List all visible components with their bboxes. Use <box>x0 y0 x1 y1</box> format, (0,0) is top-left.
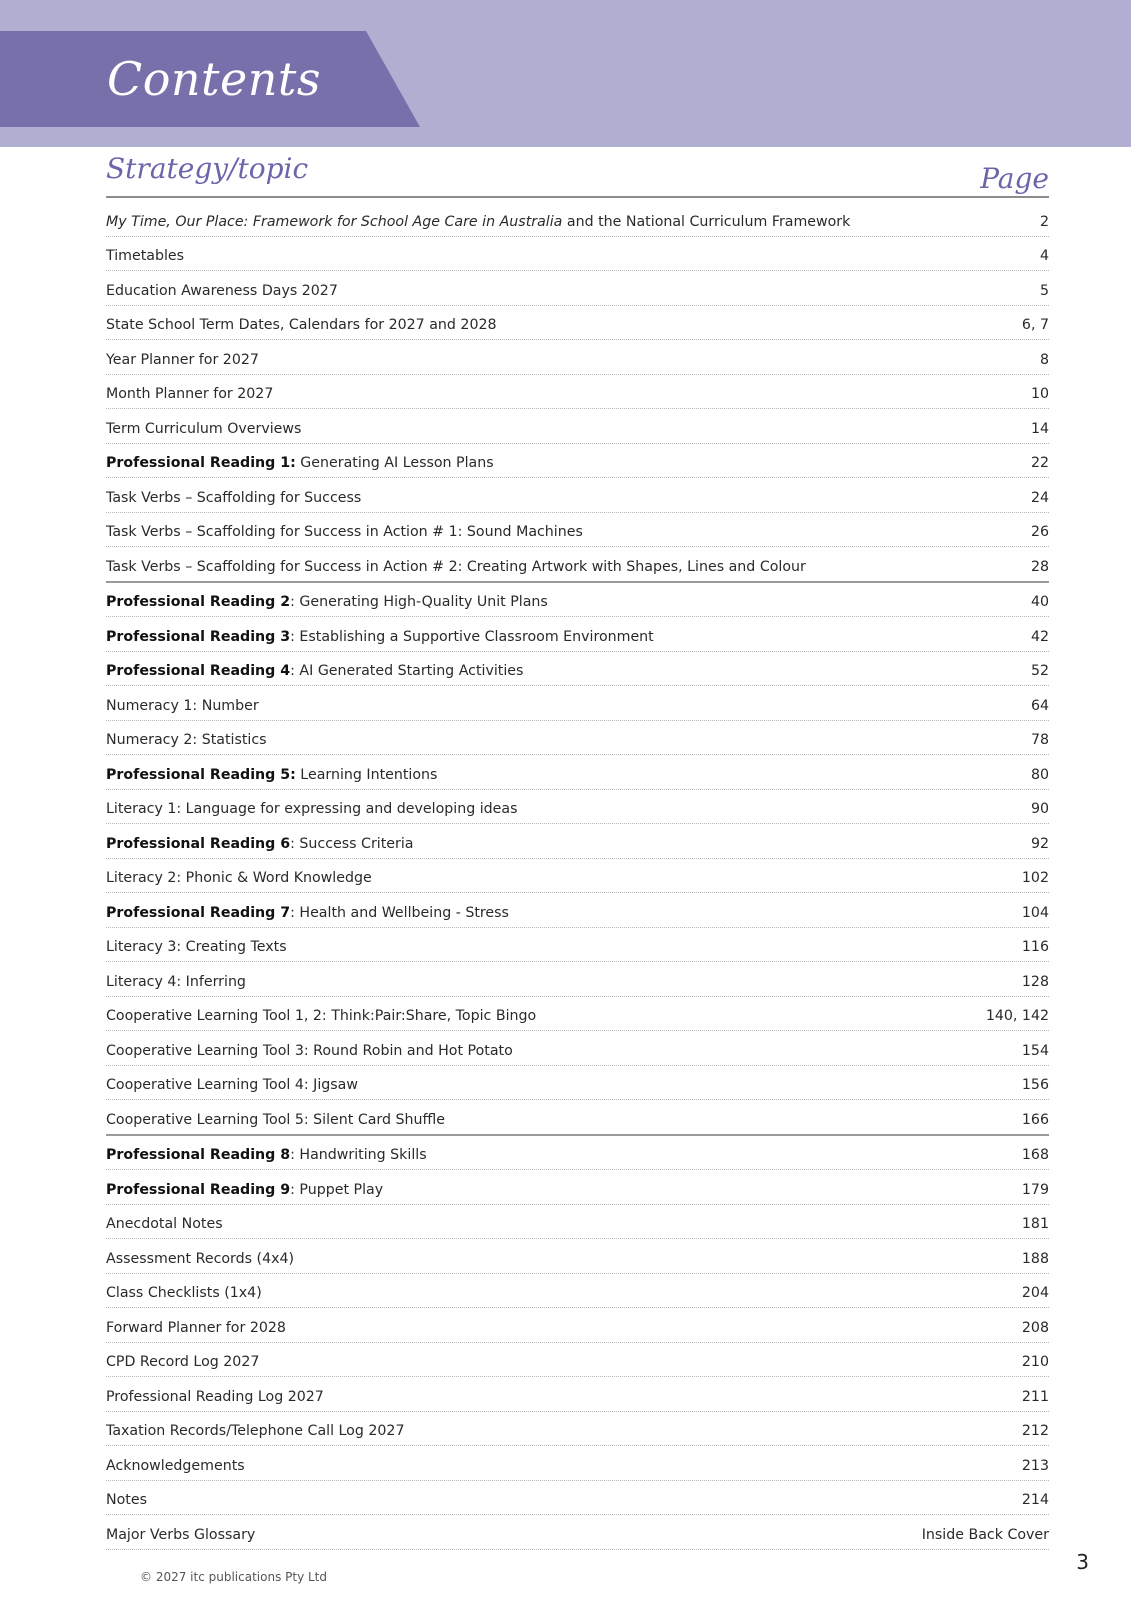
toc-entry-text: Literacy 1: Language for expressing and developing ideas <box>106 801 518 817</box>
toc-entry-italic: My Time, Our Place: Framework for School Age Care in Australia <box>106 213 563 230</box>
toc-entry-title <box>106 1251 294 1267</box>
toc-page-number: 213 <box>1021 1457 1049 1474</box>
toc-row <box>106 1031 1049 1066</box>
toc-row <box>106 1308 1049 1343</box>
toc-entry-text: Cooperative Learning Tool 5: Silent Card Shuffle <box>106 1111 445 1128</box>
toc-entry-text: Numeracy 1: Number <box>106 697 259 714</box>
contents-list <box>106 202 1049 1550</box>
toc-entry-title <box>106 905 509 921</box>
toc-entry-text: Timetables <box>106 248 185 264</box>
toc-row <box>106 340 1049 375</box>
toc-row <box>106 1446 1049 1481</box>
toc-page-number: 80 <box>1030 766 1049 783</box>
toc-entry-bold: Professional Reading 6 <box>106 835 291 852</box>
toc-page-number: 166 <box>1021 1111 1049 1128</box>
toc-entry-title <box>106 421 301 437</box>
toc-entry-title <box>106 939 287 955</box>
toc-entry-text: Notes <box>106 1492 147 1508</box>
toc-entry-text: : Handwriting Skills <box>290 1147 427 1163</box>
toc-page-number: 52 <box>1030 663 1049 679</box>
toc-row <box>106 1343 1049 1378</box>
toc-page-number: 8 <box>1039 351 1049 368</box>
toc-page-number: 179 <box>1021 1181 1049 1198</box>
page-number: 3 <box>1076 1550 1089 1574</box>
toc-row <box>106 1239 1049 1274</box>
toc-entry-title <box>106 1492 147 1508</box>
toc-page-number: 214 <box>1021 1492 1049 1508</box>
toc-entry-text: Anecdotal Notes <box>106 1216 223 1232</box>
toc-entry-text: : Puppet Play <box>290 1181 384 1198</box>
toc-row <box>106 1481 1049 1516</box>
toc-row <box>106 997 1049 1032</box>
toc-entry-text: Cooperative Learning Tool 3: Round Robin and Hot Potato <box>106 1042 513 1059</box>
toc-entry-title <box>106 352 259 368</box>
toc-entry-text: : Establishing a Supportive Classroom Environment <box>290 628 654 645</box>
toc-entry-text: Major Verbs Glossary <box>106 1526 256 1543</box>
column-header-page: Page <box>980 162 1049 195</box>
toc-entry-title <box>106 248 184 264</box>
toc-entry-text: : AI Generated Starting Activities <box>290 663 524 679</box>
toc-row <box>106 928 1049 963</box>
toc-page-number: 64 <box>1030 697 1049 714</box>
toc-entry-title <box>106 490 361 506</box>
toc-row <box>106 652 1049 687</box>
toc-entry-text: CPD Record Log 2027 <box>106 1354 260 1370</box>
toc-entry-title <box>106 559 806 575</box>
toc-row <box>106 513 1049 548</box>
toc-entry-title <box>106 524 583 540</box>
toc-row <box>106 547 1049 583</box>
toc-entry-text: Month Planner for 2027 <box>106 386 274 402</box>
toc-entry-bold: Professional Reading 2 <box>106 594 291 610</box>
toc-entry-text: : Health and Wellbeing - Stress <box>290 904 509 921</box>
toc-entry-title <box>106 1008 536 1024</box>
toc-entry-title <box>106 594 548 610</box>
toc-page-number: 181 <box>1021 1216 1049 1232</box>
toc-entry-title <box>106 1527 255 1543</box>
toc-entry-text: Cooperative Learning Tool 4: Jigsaw <box>106 1077 358 1093</box>
toc-page-number: 156 <box>1021 1077 1049 1093</box>
toc-entry-text: Literacy 4: Inferring <box>106 973 246 990</box>
toc-entry-title <box>106 698 259 714</box>
toc-row <box>106 1136 1049 1171</box>
toc-entry-text: Task Verbs – Scaffolding for Success in Action # 2: Creating Artwork with Shapes, Lines and Colour <box>106 558 806 575</box>
toc-entry-text: Cooperative Learning Tool 1, 2: Think:Pair:Share, Topic Bingo <box>106 1008 537 1024</box>
toc-entry-text: Education Awareness Days 2027 <box>106 282 338 299</box>
toc-page-number: 22 <box>1030 455 1049 471</box>
toc-page-number: 28 <box>1030 558 1049 575</box>
toc-entry-bold: Professional Reading 4 <box>106 663 291 679</box>
toc-entry-text: Task Verbs – Scaffolding for Success in Action # 1: Sound Machines <box>106 524 583 540</box>
toc-row <box>106 202 1049 237</box>
toc-row <box>106 271 1049 306</box>
toc-entry-title <box>106 974 246 990</box>
toc-page-number: Inside Back Cover <box>921 1526 1049 1543</box>
toc-entry-text: Literacy 2: Phonic & Word Knowledge <box>106 870 372 886</box>
toc-entry-title <box>106 1320 286 1336</box>
toc-row <box>106 1274 1049 1309</box>
toc-entry-bold: Professional Reading 8 <box>106 1147 291 1163</box>
page-title: Contents <box>107 52 321 106</box>
toc-entry-title <box>106 629 654 645</box>
toc-entry-title <box>106 1354 259 1370</box>
toc-entry-text: Literacy 3: Creating Texts <box>106 939 287 955</box>
toc-page-number: 154 <box>1021 1042 1049 1059</box>
toc-page-number: 140, 142 <box>985 1008 1049 1024</box>
toc-entry-text: Generating AI Lesson Plans <box>295 455 494 471</box>
toc-page-number: 102 <box>1021 870 1049 886</box>
toc-entry-text: Taxation Records/Telephone Call Log 2027 <box>106 1423 405 1439</box>
toc-entry-title <box>106 1285 262 1301</box>
toc-entry-title <box>106 1043 513 1059</box>
toc-page-number: 188 <box>1021 1250 1049 1267</box>
toc-entry-text: Term Curriculum Overviews <box>106 420 302 437</box>
toc-entry-text: Numeracy 2: Statistics <box>106 732 267 748</box>
toc-entry-title <box>106 1423 405 1439</box>
toc-entry-title <box>106 836 413 852</box>
toc-page-number: 42 <box>1030 628 1049 645</box>
toc-page-number: 4 <box>1039 248 1049 264</box>
toc-entry-text: Forward Planner for 2028 <box>106 1319 286 1336</box>
column-header-strategy: Strategy/topic <box>106 152 309 185</box>
toc-entry-text: Learning Intentions <box>295 766 438 783</box>
toc-page-number: 104 <box>1021 904 1049 921</box>
toc-entry-text: Acknowledgements <box>106 1457 245 1474</box>
header-rule <box>106 196 1049 198</box>
toc-page-number: 24 <box>1030 489 1049 506</box>
toc-entry-text: and the National Curriculum Framework <box>562 213 851 230</box>
toc-entry-text: Year Planner for 2027 <box>106 351 259 368</box>
toc-row <box>106 409 1049 444</box>
toc-row <box>106 237 1049 272</box>
toc-row <box>106 859 1049 894</box>
toc-entry-title <box>106 1458 245 1474</box>
toc-entry-title <box>106 1389 324 1405</box>
toc-row <box>106 755 1049 790</box>
toc-row <box>106 617 1049 652</box>
toc-entry-title <box>106 767 437 783</box>
toc-entry-bold: Professional Reading 5: <box>106 766 296 783</box>
toc-row <box>106 583 1049 618</box>
toc-entry-title <box>106 317 497 333</box>
toc-row <box>106 1066 1049 1101</box>
toc-page-number: 212 <box>1021 1423 1049 1439</box>
toc-row <box>106 375 1049 410</box>
toc-page-number: 78 <box>1030 732 1049 748</box>
toc-page-number: 210 <box>1021 1354 1049 1370</box>
toc-entry-text: Task Verbs – Scaffolding for Success <box>106 489 362 506</box>
toc-entry-title <box>106 801 518 817</box>
toc-entry-text: Class Checklists (1x4) <box>106 1285 262 1301</box>
toc-entry-bold: Professional Reading 3 <box>106 628 291 645</box>
toc-entry-title <box>106 870 372 886</box>
toc-row <box>106 824 1049 859</box>
toc-entry-title <box>106 1216 223 1232</box>
toc-page-number: 2 <box>1039 213 1049 230</box>
toc-entry-title <box>106 1182 383 1198</box>
toc-entry-title <box>106 214 850 230</box>
toc-row <box>106 686 1049 721</box>
toc-row <box>106 1170 1049 1205</box>
toc-page-number: 14 <box>1030 420 1049 437</box>
toc-row <box>106 306 1049 341</box>
toc-page-number: 90 <box>1030 801 1049 817</box>
toc-page-number: 211 <box>1021 1388 1049 1405</box>
toc-entry-title <box>106 732 267 748</box>
toc-entry-text: State School Term Dates, Calendars for 2027 and 2028 <box>106 317 497 333</box>
toc-row <box>106 1377 1049 1412</box>
copyright-notice: © 2027 itc publications Pty Ltd <box>140 1570 327 1584</box>
toc-row <box>106 1205 1049 1240</box>
toc-page-number: 128 <box>1021 973 1049 990</box>
toc-row <box>106 790 1049 825</box>
toc-entry-text: Assessment Records (4x4) <box>106 1250 295 1267</box>
toc-row <box>106 444 1049 479</box>
toc-page-number: 208 <box>1021 1319 1049 1336</box>
toc-entry-bold: Professional Reading 7 <box>106 904 291 921</box>
toc-entry-text: Professional Reading Log 2027 <box>106 1388 324 1405</box>
toc-page-number: 10 <box>1030 386 1049 402</box>
toc-row <box>106 721 1049 756</box>
toc-entry-bold: Professional Reading 9 <box>106 1181 291 1198</box>
toc-entry-title <box>106 1077 358 1093</box>
toc-page-number: 92 <box>1030 835 1049 852</box>
toc-page-number: 116 <box>1021 939 1049 955</box>
toc-entry-bold: Professional Reading 1: <box>106 455 296 471</box>
toc-page-number: 168 <box>1021 1147 1049 1163</box>
toc-entry-title <box>106 663 523 679</box>
toc-row <box>106 962 1049 997</box>
toc-row <box>106 1100 1049 1136</box>
toc-page-number: 5 <box>1039 282 1049 299</box>
toc-entry-text: : Generating High-Quality Unit Plans <box>290 594 548 610</box>
toc-row <box>106 1515 1049 1550</box>
toc-row <box>106 478 1049 513</box>
toc-entry-title <box>106 1112 445 1128</box>
toc-entry-title <box>106 283 338 299</box>
toc-entry-title <box>106 455 494 471</box>
toc-entry-title <box>106 386 273 402</box>
toc-entry-title <box>106 1147 427 1163</box>
toc-page-number: 204 <box>1021 1285 1049 1301</box>
toc-row <box>106 893 1049 928</box>
toc-row <box>106 1412 1049 1447</box>
toc-page-number: 6, 7 <box>1021 317 1049 333</box>
toc-entry-text: : Success Criteria <box>290 835 414 852</box>
toc-page-number: 26 <box>1030 524 1049 540</box>
toc-page-number: 40 <box>1030 594 1049 610</box>
